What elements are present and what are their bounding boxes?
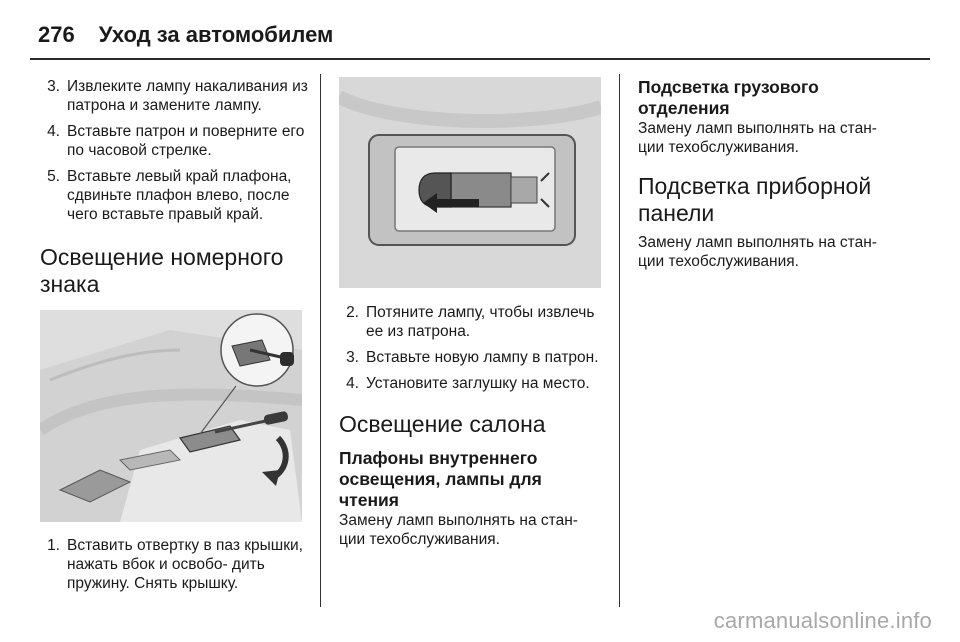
steps-list — [40, 77, 310, 224]
step-text: Вставьте патрон и поверните его по часовой стрелке. — [67, 123, 305, 159]
step-number: 2. — [346, 304, 359, 321]
step-text: Вставьте новую лампу в патрон. — [366, 349, 599, 366]
step-text: Извлеките лампу накаливания из патрона и замените лампу. — [67, 78, 308, 114]
body-text: Замену ламп выполнять на стан- ции техобслуживания. — [638, 120, 877, 156]
list-item — [40, 167, 310, 224]
step-text: Вставьте левый край плафона, сдвиньте плафон влево, после чего вставьте правый край. — [67, 168, 292, 223]
section-heading: Подсветка приборной панели — [638, 173, 872, 226]
step-number: 3. — [47, 78, 60, 95]
body-text: Замену ламп выполнять на стан- ции техобслуживания. — [339, 512, 578, 548]
steps-list — [339, 303, 604, 393]
step-number: 1. — [47, 537, 60, 554]
column-divider — [619, 74, 620, 607]
step-text: Установите заглушку на место. — [366, 375, 590, 392]
column-2 — [339, 77, 604, 549]
screwdriver-cover-illustration — [40, 310, 302, 522]
column-divider — [320, 74, 321, 607]
list-item — [40, 536, 310, 593]
step-number: 4. — [346, 375, 359, 392]
column-1 — [40, 77, 310, 600]
body-text: Замену ламп выполнять на стан- ции техобслуживания. — [638, 234, 877, 270]
list-item — [339, 374, 604, 393]
license-plate-lamp-illustration — [40, 310, 302, 522]
list-item — [339, 303, 604, 341]
step-text: Вставить отвертку в паз крышки, нажать вбок и освобо- дить пружину. Снять крышку. — [67, 537, 303, 592]
watermark: carmanualsonline.info — [713, 608, 932, 633]
sub-heading: Плафоны внутреннего освещения, лампы для чтения — [339, 448, 542, 510]
step-number: 5. — [47, 168, 60, 185]
step-text: Потяните лампу, чтобы извлечь ее из патрона. — [366, 304, 595, 340]
page-title: Уход за автомобилем — [98, 22, 334, 47]
bulb-arrow-illustration — [339, 77, 601, 288]
bulb-removal-illustration — [339, 77, 601, 288]
header-rule — [30, 58, 930, 60]
step-number: 3. — [346, 349, 359, 366]
sub-heading: Подсветка грузового отделения — [638, 77, 819, 118]
section-heading: Освещение салона — [339, 411, 546, 437]
page-number: 276 — [38, 22, 75, 47]
list-item — [339, 348, 604, 367]
list-item — [40, 122, 310, 160]
step-number: 4. — [47, 123, 60, 140]
list-item — [40, 77, 310, 115]
section-heading: Освещение номерного знака — [40, 244, 284, 297]
page-header — [38, 22, 333, 48]
steps-list — [40, 536, 310, 593]
column-3 — [638, 77, 900, 271]
